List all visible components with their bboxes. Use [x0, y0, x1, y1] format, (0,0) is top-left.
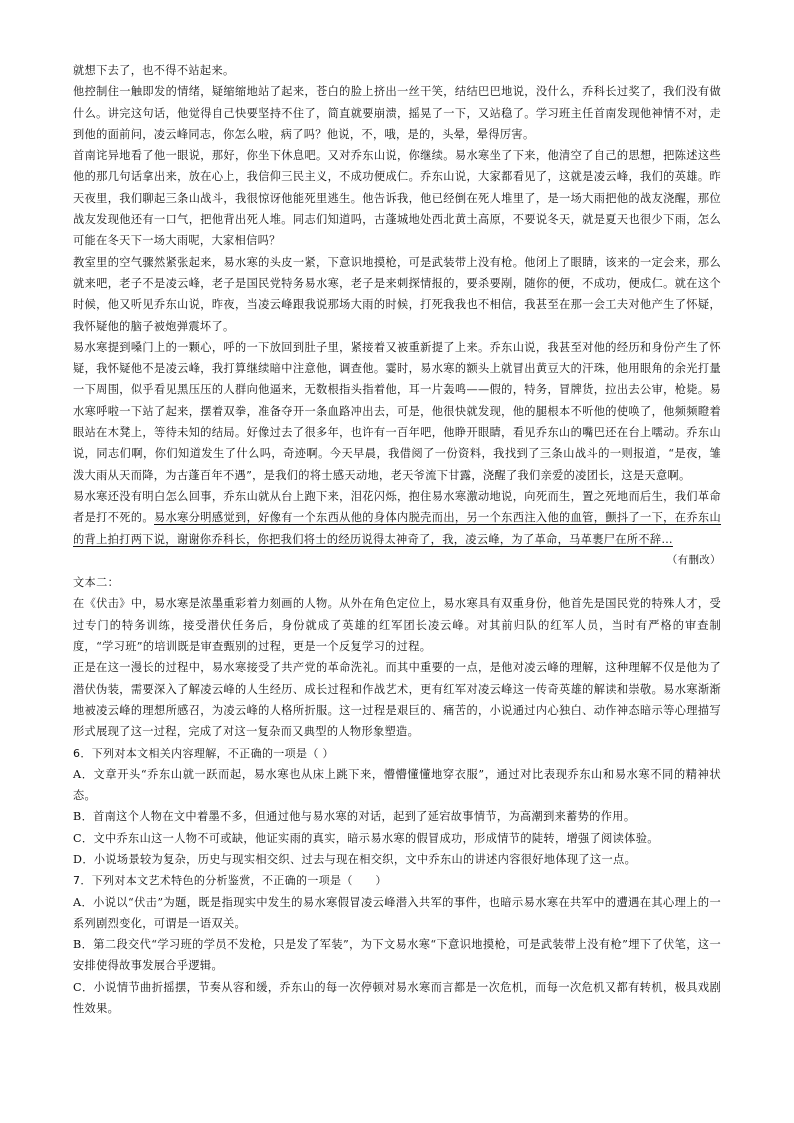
option-d: D．小说场景较为复杂，历史与现实相交织、过去与现在相交织，文中乔东山的讲述内容很好地体现了这一点。	[73, 852, 637, 866]
paragraph-with-underline	[73, 486, 721, 550]
section-heading: 文本二：	[73, 576, 120, 590]
paragraph: 教室里的空气骤然紧张起来，易水寒的头皮一紧，下意识地摸枪，可是武装带上没有枪。他闭上了眼睛，该来的一定会来，那么就来吧，老子不是凌云峰，老子是国民党特务易水寒，老子是来刺探情报的，要杀要剐，随你的便，不成功，便成仁。就在这个时候，他又听见乔东山说，昨夜，当凌云峰跟我说那场大雨的时候，打死我我也不相信，我甚至在那一会工夫对他产生了怀疑，我怀疑他的脑子被炮弹震坏了。	[73, 255, 721, 333]
question-stem: 7．下列对本文艺术特色的分析鉴赏，不正确的一项是（ ）	[73, 874, 387, 888]
text2-section	[73, 572, 721, 742]
option-b: B．第二段交代“学习班的学员不发枪，只是发了军装”，为下文易水寒“下意识地摸枪，可是武装带上没有枪”埋下了伏笔，这一安排使得故事发展合乎逻辑。	[73, 938, 721, 973]
option-c: C．小说情节曲折摇摆，节奏从容和缓，乔东山的每一次停顿对易水寒而言都是一次危机，而每一次危机又都有转机，极具戏剧性效果。	[73, 980, 721, 1016]
text1-body	[73, 60, 721, 571]
question-6	[73, 743, 721, 871]
exam-page	[73, 60, 721, 1019]
underlined-sentence: 易水寒分明感觉到，好像有一个东西从他的身体内脱壳而出，另一个东西注入他的血管，颤抖了一下，在乔东山的背上拍打两下说，谢谢你乔科长，你把我们将士的经历说得太神奇了，我，凌云峰，为了革命，马革裹尸在所不辞…	[73, 511, 722, 546]
paragraph: 正是在这一漫长的过程中，易水寒接受了共产党的革命洗礼。而其中重要的一点，是他对凌云峰的理解，这种理解不仅是他为了潜伏伪装，需要深入了解凌云峰的人生经历、成长过程和作战艺术，更有红军对凌云峰这一传奇英雄的解读和崇敬。易水寒渐渐地被凌云峰的理想所感召，为凌云峰的人格所折服。这一过程是艰巨的、痛苦的，小说通过内心独白、动作神态暗示等心理描写形式展现了这一过程，完成了对这一复杂而又典型的人物形象塑造。	[73, 661, 721, 739]
option-a: A．文章开头“乔东山就一跃而起，易水寒也从床上跳下来，懵懵懂懂地穿衣服”，通过对比表现乔东山和易水寒不同的精神状态。	[73, 767, 721, 803]
option-a: A．小说以“伏击”为题，既是指现实中发生的易水寒假冒凌云峰潜入共军的事件，也暗示易水寒在共军中的遭遇在其心理上的一系列剧烈变化，可谓是一语双关。	[73, 895, 721, 930]
paragraph-text: 易水寒还没有明白怎么回事，乔东山就从台上跑下来，泪花闪烁，抱住易水寒激动地说，向死而生，置之死地而后生，我们革命者是打不死的。	[73, 489, 721, 525]
paragraph: 易水寒提到嗓门上的一颗心，呼的一下放回到肚子里，紧接着又被重新提了上来。乔东山说，我甚至对他的经历和身份产生了怀疑，我怀疑他不是凌云峰，我打算继续暗中注意他，调查他。霎时，易水寒的额头上就冒出黄豆大的汗珠，他用眼角的余光打量一下周围，似乎看见黑压压的人群向他逼来，无数根指头指着他，耳一片轰鸣——假的，特务，冒牌货，拉出去公审，枪毙。易水寒呼啦一下站了起来，摆着双拳，准备夺开一条血路冲出去，可是，他很快就发现，他的腿根本不听他的使唤了，他频频瞪着眼站在木凳上，等待未知的结局。好像过去了很多年，也许有一百年吧，他睁开眼睛，看见乔东山的嘴巴还在台上嚅动。乔东山说，同志们啊，你们知道发生了什么吗，奇迹啊。今天早晨，我借阅了一份资料，我找到了三条山战斗的一则报道，“是夜，雏泼大雨从天而降，为古蓬百年不遇”，是我们的将士感天动地，老天爷流下甘露，浇醒了我们亲爱的凌团长，这是天意啊。	[73, 340, 721, 482]
paragraph: 就想下去了，也不得不站起来。	[73, 64, 235, 77]
source-note: （有删改）	[666, 553, 721, 566]
paragraph: 他控制住一触即发的情绪，疑缩缩地站了起来，苍白的脸上挤出一丝干笑，结结巴巴地说，没什么，乔科长过奖了，我们没有做什么。讲完这句话，他觉得自己快要坚持不住了，简直就要崩溃，摇晃了一下，又站稳了。学习班主任首南发现他神情不对，走到他的面前问，凌云峰同志，你怎么啦，病了吗？他说，不，哦，是的，头晕，晕得厉害。	[73, 85, 721, 141]
option-c: C．文中乔东山这一人物不可或缺，他证实雨的真实，暗示易水寒的假冒成功，形成情节的陡转，增强了阅读体验。	[73, 831, 659, 845]
option-b: B．首南这个人物在文中着墨不多，但通过他与易水寒的对话，起到了延宕故事情节，为高潮到来蓄势的作用。	[73, 810, 636, 824]
question-7	[73, 870, 721, 1019]
paragraph: 首南诧异地看了他一眼说，那好，你坐下休息吧。又对乔东山说，你继续。易水寒坐了下来，他清空了自己的思想，把陈述这些他的那几句话拿出来，放在心上，我信仰三民主义，不成功便成仁。乔东山说，大家都看见了，这就是凌云峰，我们的英雄。昨天夜里，我们聊起三条山战斗，我很惊讶他能死里逃生。他告诉我，他已经倒在死人堆里了，是一场大雨把他的战友浇醒，那位战友发现他还有一口气，把他背出死人堆。同志们知道吗，古蓬城地处西北黄土高原，不要说冬天，就是夏天也很少下雨，怎么可能在冬天下一场大雨呢，大家相信吗？	[73, 149, 721, 248]
question-stem: 6．下列对本文相关内容理解，不正确的一项是（ ）	[73, 746, 334, 760]
paragraph: 在《伏击》中，易水寒是浓墨重彩着力刻画的人物。从外在角色定位上，易水寒具有双重身份，他首先是国民党的特殊人才，受过专门的特务训练，接受潜伏任务后，身份就成了英雄的红军团长凌云峰。对其前归队的红军人员，当时有严格的审查制度，“学习班”的培训既是审查甄别的过程，更是一个反复学习的过程。	[73, 597, 721, 654]
